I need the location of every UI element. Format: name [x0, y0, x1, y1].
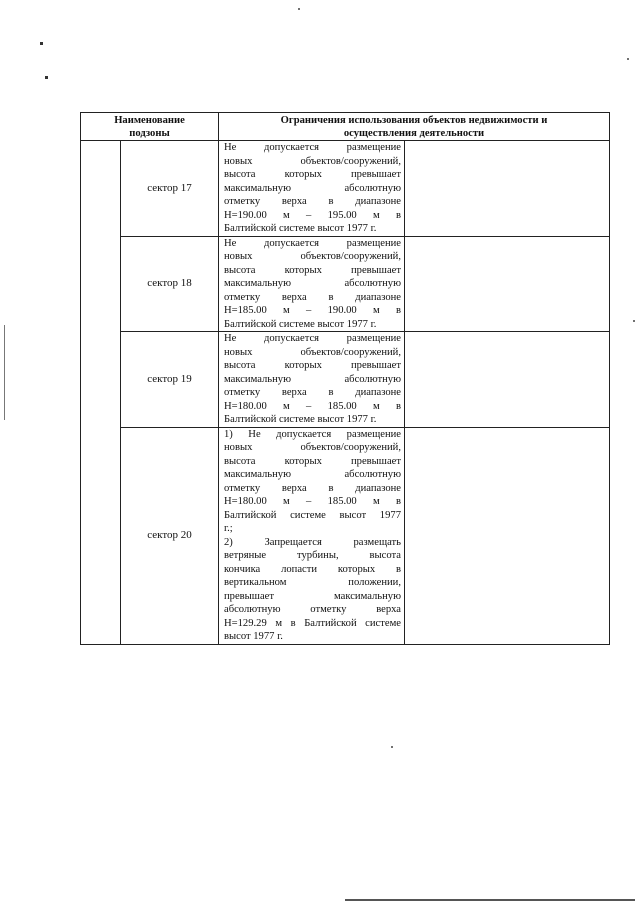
- empty-cell: [405, 236, 610, 332]
- sector-name: сектор 20: [121, 427, 219, 644]
- restriction-text: Не допускается размещение новых объектов/сооружений, высота которых превышает максимальную абсолютную отметку верха в диапазоне Н=185.00 м – 190.00 м в Балтийской системе высот 1977 г.: [219, 236, 405, 332]
- empty-cell: [405, 332, 610, 428]
- table-header-row: [81, 113, 610, 141]
- scan-mark: [345, 899, 635, 901]
- empty-cell: [405, 141, 610, 237]
- sector-name: сектор 17: [121, 141, 219, 237]
- empty-cell: [405, 427, 610, 644]
- scan-speck: [627, 58, 629, 60]
- restriction-text: Не допускается размещение новых объектов/сооружений, высота которых превышает максимальную абсолютную отметку верха в диапазоне Н=180.00 м – 185.00 м в Балтийской системе высот 1977 г.: [219, 332, 405, 428]
- scan-mark: [4, 325, 5, 420]
- header-subzone-name: Наименование подзоны: [81, 113, 219, 141]
- table-row: [81, 332, 610, 428]
- sector-name: сектор 18: [121, 236, 219, 332]
- table-row: [81, 236, 610, 332]
- table-row: [81, 427, 610, 644]
- restrictions-table: [80, 112, 610, 645]
- sector-name: сектор 19: [121, 332, 219, 428]
- scan-speck: [298, 8, 300, 10]
- scan-mark: [45, 76, 48, 79]
- scan-speck: [391, 746, 393, 748]
- header-restrictions: Ограничения использования объектов недвижимости и осуществления деятельности: [219, 113, 610, 141]
- scan-mark: [40, 42, 43, 45]
- table-row: [81, 141, 610, 237]
- subzone-blank-cell: [81, 141, 121, 645]
- scan-speck: [633, 320, 635, 322]
- restriction-text: Не допускается размещение новых объектов/сооружений, высота которых превышает максимальную абсолютную отметку верха в диапазоне Н=190.00 м – 195.00 м в Балтийской системе высот 1977 г.: [219, 141, 405, 237]
- restriction-text: 1) Не допускается размещение новых объектов/сооружений, высота которых превышает максимальную абсолютную отметку верха в диапазоне Н=180.00 м – 185.00 м в Балтийской системе высот 1977 г.; 2) Запрещается размещать ветряные турбины, высота кончика лопасти которых в вертикальном положении, превышает максимальную абсолютную отметку верха Н=129.29 м в Балтийской системе высот 1977 г.: [219, 427, 405, 644]
